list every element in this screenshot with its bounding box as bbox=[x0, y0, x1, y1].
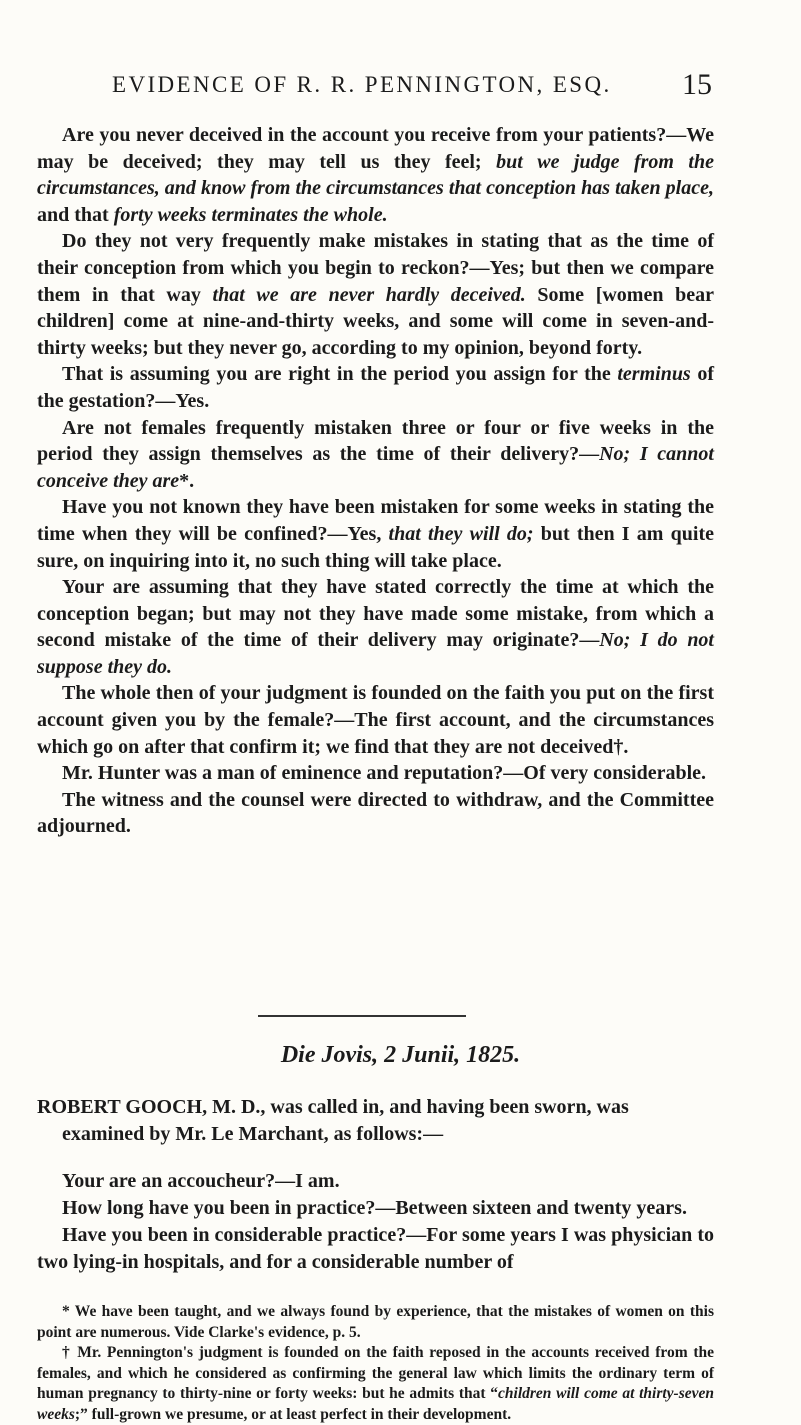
paragraph bbox=[37, 494, 714, 574]
text-run: Do they not very frequently make mistakes in stating that as the time of their conception from which you begin to reckon?—Yes; but then we compare them in that way bbox=[37, 230, 714, 306]
text-run: Your are assuming that they have stated correctly the time at which the conception began; but may not they have made some mistake, from which a second mistake of the time of their delivery may originate?— bbox=[37, 576, 714, 652]
text-run: That is assuming you are right in the period you assign for the bbox=[62, 363, 618, 386]
italic-run: No; I do not suppose they do. bbox=[37, 629, 714, 678]
paragraph: How long have you been in practice?—Between sixteen and twenty years. bbox=[62, 1197, 687, 1219]
italic-run: forty weeks terminates the whole. bbox=[113, 203, 388, 226]
text-run: but then I am quite sure, on inquiring into it, no such thing will take place. bbox=[37, 522, 714, 572]
paragraph: Your are an accoucheur?—I am. bbox=[62, 1170, 340, 1192]
footnote: * We have been taught, and we always found by experience, that the mistakes of women on this point are numerous. Vide Clarke's evidence, p. 5. bbox=[37, 1303, 714, 1341]
italic-run: that we are never hardly deceived. bbox=[212, 283, 526, 306]
italic-run: but we judge from the circumstances, and know from the circumstances that conception has taken place, bbox=[37, 150, 714, 200]
text-run: Are you never deceived in the account you receive from your patients?—We may be deceived; they may tell us they feel; bbox=[37, 124, 714, 173]
witness-intro-text: ROBERT GOOCH, M. D., was called in, and having been sworn, was examined by Mr. Le Marchant, as follows:— bbox=[37, 1096, 629, 1145]
paragraph: Have you been in considerable practice?—For some years I was physician to two lying-in hospitals, and for a considerable number of bbox=[37, 1224, 714, 1273]
paragraph: Mr. Hunter was a man of eminence and reputation?—Of very considerable. bbox=[62, 762, 707, 785]
paragraph: The whole then of your judgment is founded on the faith you put on the first account given you by the female?—The first account, and the circumstances which go on after that confirm it; we find that they are not deceived†. bbox=[37, 682, 714, 758]
footnote bbox=[37, 1343, 714, 1425]
footnotes bbox=[37, 1302, 714, 1425]
session-date: Die Jovis, 2 Junii, 1825. bbox=[280, 1042, 521, 1068]
running-title: EVIDENCE OF R. R. PENNINGTON, ESQ. bbox=[112, 72, 612, 97]
paragraph bbox=[37, 574, 714, 680]
italic-run: that they will do; bbox=[388, 522, 534, 545]
italic-run: children will come at thirty-seven weeks bbox=[37, 1385, 714, 1423]
text-run: Are not females frequently mistaken three or four or five weeks in the period they assign themselves as the time of their delivery?— bbox=[37, 416, 714, 466]
italic-run: No; I cannot conceive they are bbox=[37, 443, 714, 492]
paragraph bbox=[37, 415, 714, 495]
italic-run: terminus bbox=[617, 363, 691, 386]
paragraph bbox=[37, 228, 714, 361]
text-run: Some [women bear children] come at nine-and-thirty weeks, and some will come in seven-and-thirty weeks; but they never go, according to my opinion, beyond forty. bbox=[37, 283, 715, 359]
section-divider bbox=[258, 1015, 466, 1017]
paragraph: The witness and the counsel were directed to withdraw, and the Committee adjourned. bbox=[37, 788, 714, 838]
text-run: ;” full-grown we presume, or at least perfect in their development. bbox=[74, 1405, 512, 1423]
footnote-marker: *. bbox=[179, 469, 195, 492]
text-run: † Mr. Pennington's judgment is founded on the faith reposed in the accounts received from the females, and which he considered as confirming the general law which limits the ordinary term of human pregnancy to thirty-nine or forty weeks: but he admits that “ bbox=[37, 1344, 714, 1402]
text-run: Have you not known they have been mistaken for some weeks in stating the time when they will be confined?—Yes, bbox=[37, 496, 714, 545]
paragraph bbox=[37, 361, 714, 414]
witness-intro bbox=[37, 1094, 714, 1148]
text-run: and that bbox=[37, 203, 114, 226]
paragraph bbox=[37, 122, 714, 228]
text-run: of the gestation?—Yes. bbox=[37, 363, 714, 412]
running-header bbox=[112, 68, 712, 101]
testimony-text bbox=[37, 122, 714, 840]
examination-text bbox=[37, 1168, 714, 1276]
page-number: 15 bbox=[682, 68, 712, 101]
